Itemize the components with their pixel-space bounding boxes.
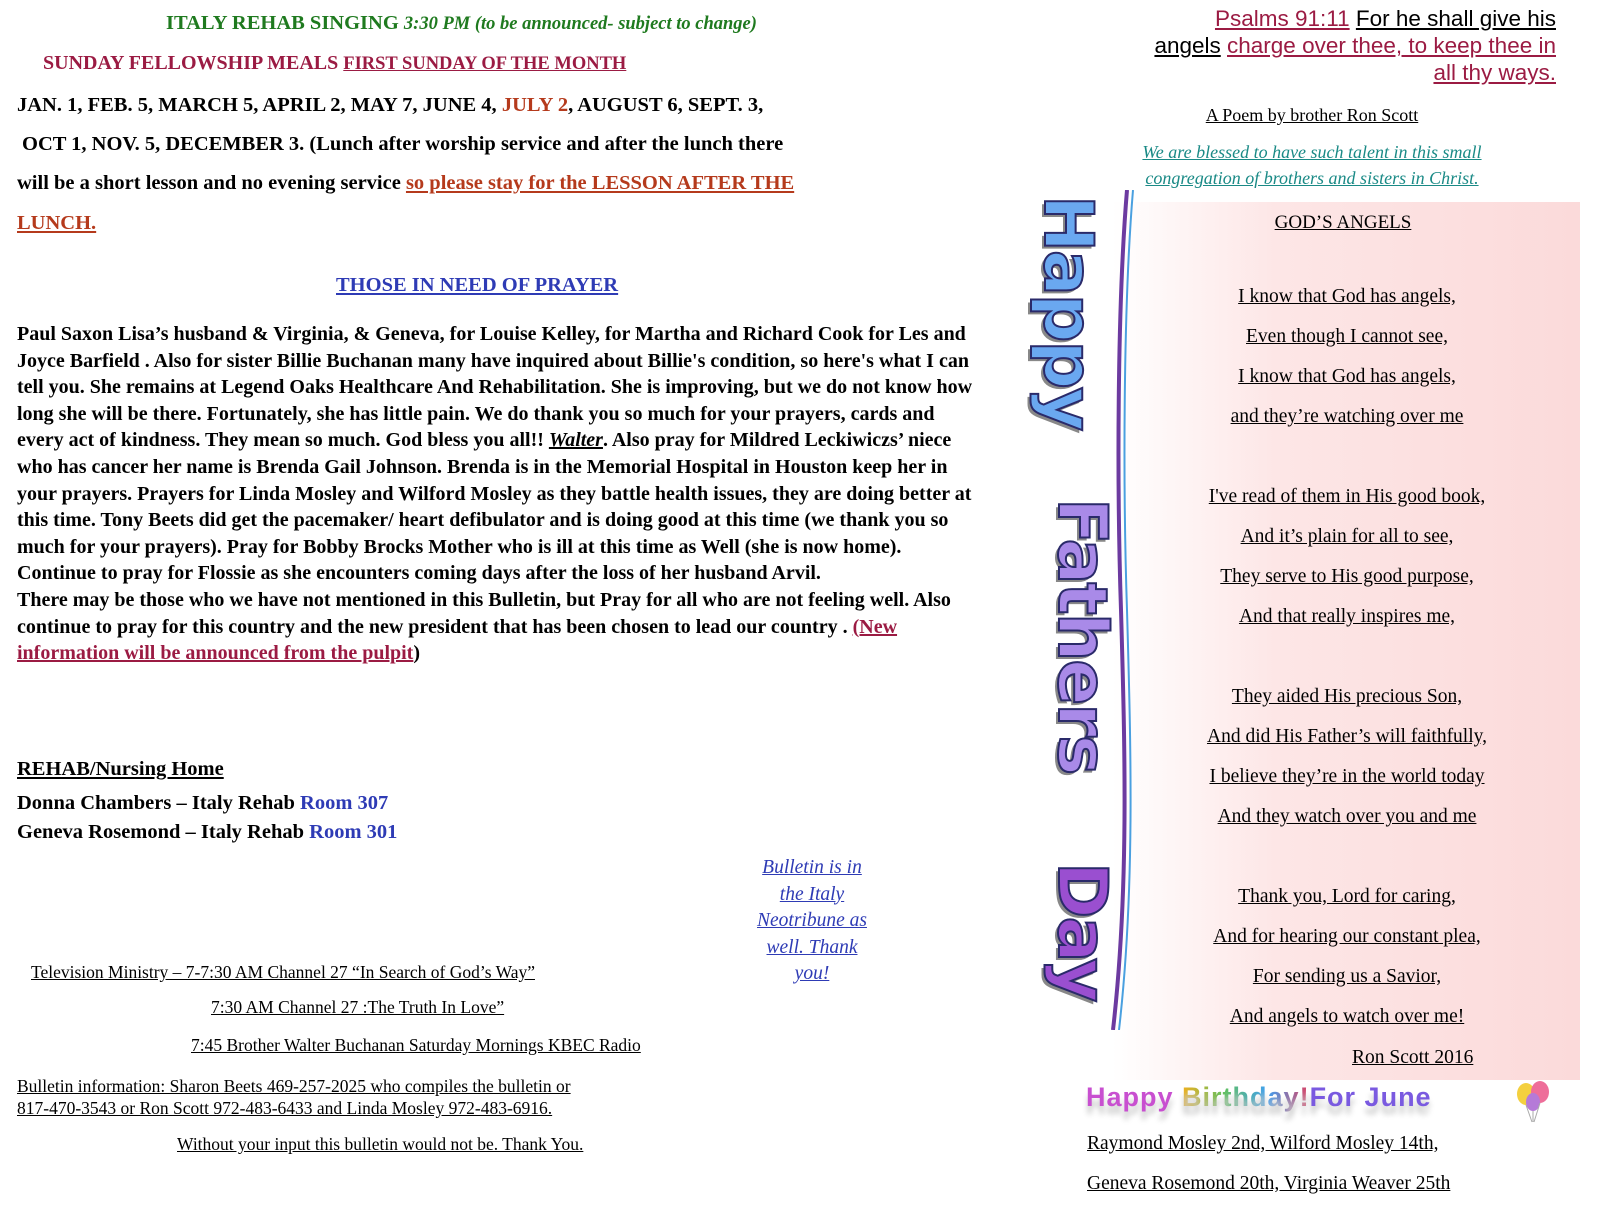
psalm-text: For he shall give his bbox=[1355, 6, 1556, 31]
banner-word-happy: Happy bbox=[1028, 195, 1107, 430]
rehab-row bbox=[17, 821, 397, 844]
dates-line-3 bbox=[17, 170, 794, 196]
neotribune-line: well. Thank bbox=[766, 936, 858, 958]
singing-title: ITALY REHAB SINGING bbox=[166, 12, 399, 34]
tv-line bbox=[31, 996, 504, 1018]
psalm-text: charge over thee, to keep thee in bbox=[1227, 33, 1556, 58]
poem-signature: Ron Scott 2016 bbox=[1352, 1047, 1474, 1068]
fellowship-line bbox=[43, 52, 626, 75]
neotribune-line: the Italy bbox=[779, 883, 845, 905]
poem-by: A Poem by brother Ron Scott bbox=[1205, 105, 1419, 125]
pulpit-notice: (New information will be announced from the pulpit bbox=[17, 615, 898, 665]
poem-line: And angels to watch over me! bbox=[1229, 1006, 1465, 1027]
dates-text: , AUGUST 6, SEPT. 3, bbox=[568, 94, 764, 116]
dates-text: JAN. 1, FEB. 5, MARCH 5, APRIL 2, MAY 7, JUNE 4, bbox=[17, 94, 497, 116]
prayer-paragraph: There may be those who we have not mentioned in this Bulletin, but Pray for all who are not feeling well. Also continue to pray for this country and the new president that has been chosen to lead our country . bbox=[17, 588, 951, 638]
poem-line: For sending us a Savior, bbox=[1252, 966, 1442, 987]
birthday-word: Birthday! bbox=[1182, 1082, 1310, 1112]
birthday-word: For June bbox=[1309, 1082, 1432, 1112]
poem-line: And did His Father’s will faithfully, bbox=[1206, 726, 1488, 747]
tv-text: 7:45 Brother Walter Buchanan Saturday Mornings KBEC Radio bbox=[191, 1035, 641, 1055]
prayer-paragraph: . Also pray for Mildred Leckiwiczs’ niece who has cancer her name is Brenda Gail Johnson. Brenda is in the Memorial Hospital in Houston keep her in your prayers. Prayers for Linda Mosley and Wilford Mosley as they battle health issues, they are doing better at this time. Tony Beets did get the pacemaker/ heart defibulator and is doing good at this time (we thank you so much for your prayers). Pray for Bobby Brocks Mother who is ill at this time as Well (she is now home). Continue to pray for Flossie as she encounters coming days after the loss of her husband Arvil. bbox=[17, 429, 972, 585]
poem-line: I know that God has angels, bbox=[1238, 286, 1456, 307]
psalm-text: angels bbox=[1154, 33, 1221, 58]
dates-text: will be a short lesson and no evening service bbox=[17, 172, 401, 194]
dates-line-4: LUNCH. bbox=[17, 212, 97, 234]
fathers-day-banner bbox=[1025, 190, 1135, 1030]
info-line: 817-470-3543 or Ron Scott 972-483-6433 and Linda Mosley 972-483-6916. bbox=[17, 1098, 553, 1118]
poem-line: And that really inspires me, bbox=[1238, 606, 1456, 627]
poem-line: and they’re watching over me bbox=[1230, 406, 1464, 427]
rehab-heading: REHAB/Nursing Home bbox=[17, 758, 224, 780]
poem-line: I know that God has angels, bbox=[1238, 366, 1456, 387]
neotribune-line: Neotribune as bbox=[757, 910, 867, 931]
poem-line: And it’s plain for all to see, bbox=[1240, 526, 1454, 547]
neotribune-line: you! bbox=[794, 963, 830, 984]
prayer-paragraph: ) bbox=[413, 642, 421, 665]
banner-word-fathers: Fathers bbox=[1042, 498, 1121, 774]
blessed-line: congregation of brothers and sisters in Christ. bbox=[1145, 168, 1479, 188]
fellowship-subtitle: FIRST SUNDAY OF THE MONTH bbox=[343, 54, 627, 74]
balloons-svg bbox=[1512, 1080, 1556, 1124]
singing-time: 3:30 PM (to be announced- subject to change) bbox=[403, 14, 757, 34]
dates-line-1 bbox=[17, 92, 763, 118]
psalm-line bbox=[1080, 32, 1556, 59]
birthday-banner bbox=[1086, 1082, 1432, 1113]
fellowship-title: SUNDAY FELLOWSHIP MEALS bbox=[43, 52, 339, 74]
rehab-room: Room 301 bbox=[309, 821, 398, 843]
fathers-day-text bbox=[1029, 190, 1119, 1030]
birthday-line: Geneva Rosemond 20th, Virginia Weaver 25th bbox=[1087, 1173, 1451, 1194]
balloons-icon bbox=[1512, 1080, 1556, 1124]
birthday-line: Raymond Mosley 2nd, Wilford Mosley 14th, bbox=[1087, 1133, 1439, 1154]
prayer-paragraph: Paul Saxon Lisa’s husband & Virginia, & Geneva, for Louise Kelley, for Martha and Richard Cook for Les and Joyce Barfield . Also for sister Billie Buchanan many have inquired about Billie's condition, so here's what I can tell you. She remains at Legend Oaks Healthcare And Rehabilitation. She is improving, but we do not know how long she will be there. Fortunately, she has little pain. We do thank you so much for your prayers, cards and every act of kindness. They mean so much. God bless you all!! bbox=[17, 323, 973, 452]
prayer-heading: THOSE IN NEED OF PRAYER bbox=[336, 274, 619, 296]
poem-line: And they watch over you and me bbox=[1217, 806, 1477, 827]
info-line bbox=[17, 1133, 583, 1155]
psalm-line: all thy ways. bbox=[1433, 60, 1556, 85]
poem-line: They serve to His good purpose, bbox=[1220, 566, 1474, 587]
blessed-note bbox=[1082, 139, 1542, 191]
prayer-text bbox=[17, 321, 977, 667]
banner-word-day: Day bbox=[1042, 862, 1121, 1001]
blessed-line: We are blessed to have such talent in this small bbox=[1142, 142, 1482, 162]
tv-line bbox=[31, 1034, 641, 1056]
tv-text: 7:30 AM Channel 27 :The Truth In Love” bbox=[211, 997, 505, 1017]
poem-title: GOD’S ANGELS bbox=[1274, 212, 1412, 233]
july-date: JULY 2 bbox=[501, 94, 569, 116]
singing-line bbox=[166, 12, 757, 35]
poem-line: I've read of them in His good book, bbox=[1208, 486, 1486, 507]
prayer-signature: Walter bbox=[548, 429, 603, 452]
psalm-line bbox=[1080, 5, 1556, 32]
poem-line: Even though I cannot see, bbox=[1246, 326, 1448, 347]
info-text: Without your input this bulletin would not be. Thank You. bbox=[177, 1134, 584, 1154]
poem-line: They aided His precious Son, bbox=[1231, 686, 1463, 707]
birthday-word: Happy bbox=[1086, 1082, 1174, 1112]
info-line: Bulletin information: Sharon Beets 469-257-2025 who compiles the bulletin or bbox=[17, 1076, 571, 1096]
rehab-name: Donna Chambers – Italy Rehab bbox=[17, 792, 295, 814]
dates-line-2: OCT 1, NOV. 5, DECEMBER 3. (Lunch after worship service and after the lunch there bbox=[22, 133, 784, 155]
poem-signature-line bbox=[1204, 1047, 1473, 1069]
neotribune-line: Bulletin is in bbox=[762, 857, 862, 878]
rehab-room: Room 307 bbox=[300, 792, 389, 814]
lesson-notice: so please stay for the LESSON AFTER THE bbox=[405, 172, 795, 194]
rehab-name: Geneva Rosemond – Italy Rehab bbox=[17, 821, 305, 843]
poem-line: And for hearing our constant plea, bbox=[1213, 926, 1481, 947]
rehab-row bbox=[17, 792, 388, 815]
neotribune-note bbox=[742, 855, 882, 988]
tv-line: Television Ministry – 7-7:30 AM Channel 27 “In Search of God’s Way” bbox=[31, 962, 535, 982]
psalm-verse bbox=[1080, 5, 1556, 86]
poem-line: Thank you, Lord for caring, bbox=[1238, 886, 1456, 907]
poem-line: I believe they’re in the world today bbox=[1209, 766, 1485, 787]
psalm-ref: Psalms 91:11 bbox=[1214, 6, 1350, 31]
